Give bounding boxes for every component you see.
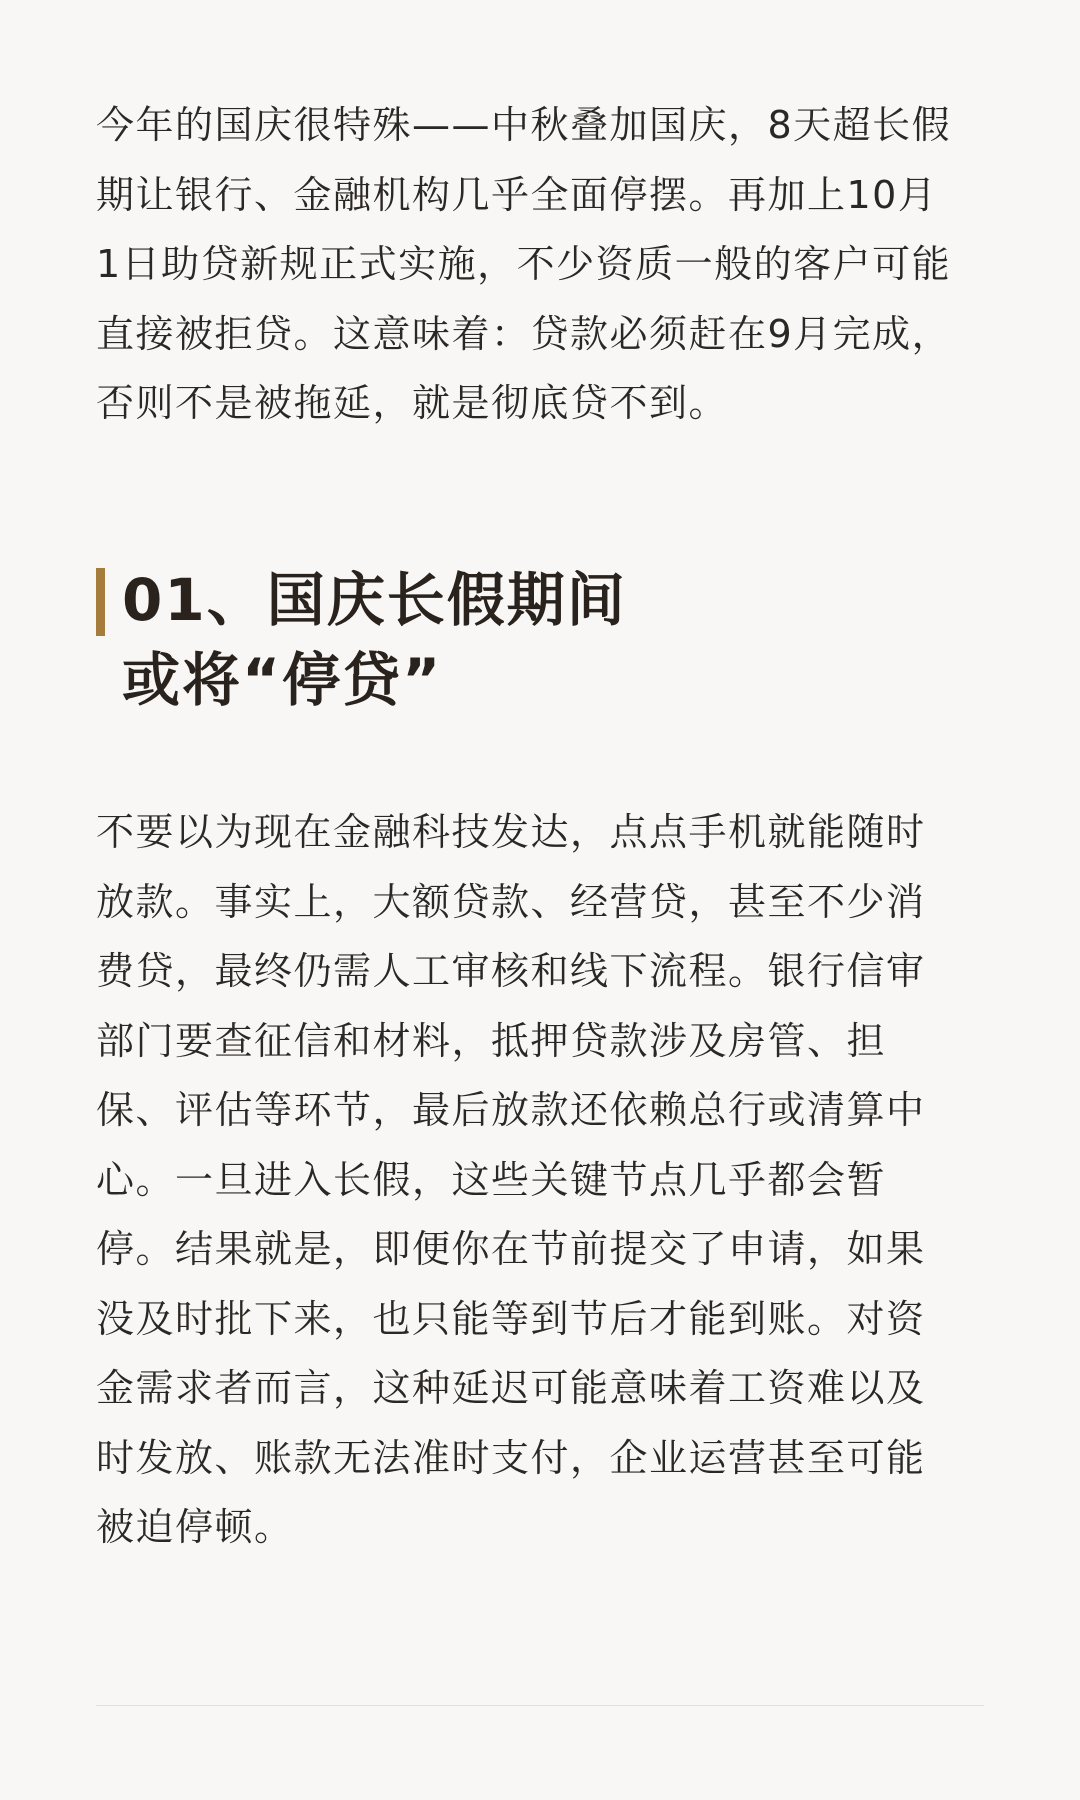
body-line: 时发放、账款无法准时支付，企业运营甚至可能 xyxy=(96,1435,926,1480)
section-body-paragraph xyxy=(96,798,986,1563)
body-line: 部门要查征信和材料，抵押贷款涉及房管、担 xyxy=(96,1018,887,1063)
section-heading xyxy=(96,560,996,720)
body-line: 金需求者而言，这种延迟可能意味着工资难以及 xyxy=(96,1366,926,1410)
body-line: 停。结果就是，即便你在节前提交了申请，如果 xyxy=(96,1227,926,1271)
intro-line: 今年的国庆很特殊——中秋叠加国庆，8天超长假 xyxy=(96,103,952,147)
body-line: 心。一旦进入长假，这些关键节点几乎都会暂 xyxy=(96,1157,887,1202)
body-line: 费贷，最终仍需人工审核和线下流程。银行信审 xyxy=(96,949,926,993)
body-line: 被迫停顿。 xyxy=(96,1505,294,1549)
bottom-divider xyxy=(96,1705,984,1706)
intro-line: 1日助贷新规正式实施，不少资质一般的客户可能 xyxy=(96,242,952,286)
body-line: 不要以为现在金融科技发达，点点手机就能随时 xyxy=(96,810,926,854)
body-line: 放款。事实上，大额贷款、经营贷，甚至不少消 xyxy=(96,879,926,924)
intro-paragraph xyxy=(96,91,986,439)
intro-line: 否则不是被拖延，就是彻底贷不到。 xyxy=(96,381,729,425)
intro-line: 直接被拒贷。这意味着：贷款必须赶在9月完成， xyxy=(96,311,952,356)
section-heading-line: 或将“停贷” xyxy=(122,646,443,714)
heading-accent-bar xyxy=(96,568,105,636)
body-line: 没及时批下来，也只能等到节后才能到账。对资 xyxy=(96,1296,926,1341)
intro-line: 期让银行、金融机构几乎全面停摆。再加上10月 xyxy=(96,172,938,217)
body-line: 保、评估等环节，最后放款还依赖总行或清算中 xyxy=(96,1088,926,1132)
section-heading-line: 01、国庆长假期间 xyxy=(122,566,627,634)
